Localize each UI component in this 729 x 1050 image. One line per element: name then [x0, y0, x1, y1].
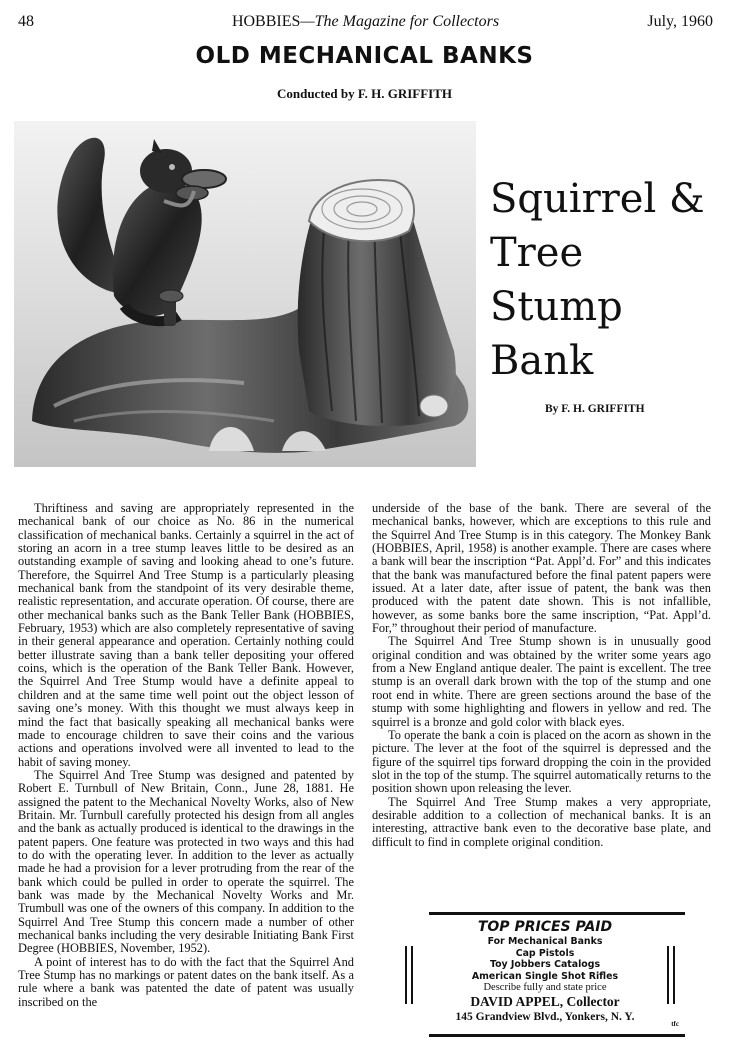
- paragraph: The Squirrel And Tree Stump shown is in unusually good original condition and was obtained by the writer some years ago from a New England antique dealer. The paint is excellent. The tree stump is an overall dark brown with the top of the stump and one root end in white. There are green sections around the base of the stump with some highlighting and flowers in yellow and red. The squirrel is a bronze and gold color with black eyes.: [372, 634, 711, 729]
- ad-line: Cap Pistols: [515, 947, 575, 959]
- article-title: [490, 172, 720, 388]
- ad-address: 145 Grandview Blvd., Yonkers, N. Y.: [455, 1010, 635, 1023]
- paragraph: The Squirrel And Tree Stump was designed and patented by Robert E. Turnbull of New Britain, Conn., June 28, 1881. He assigned the patent to the Mechanical Novelty Works, also of New Britain. Mr. Turnbull carefully protected his design from all angles and the bank as actually produced is identical to the drawings in the patent papers. One feature was protected in two ways and this had to do with the operating lever. In addition to the lever as actually made he had a provision for a lever protruding from the rear of the bank which could be pulled in order to operate the squirrel. The bank was made by the Mechanical Novelty Works and Mr. Trumbull was one of the owners of this company. In addition to the Squirrel And Tree Stump this concern made a number of other mechanical banks including the very desirable Initiating Bank First Degree (HOBBIES, November, 1952).: [18, 767, 354, 956]
- article-column-right: [372, 502, 711, 849]
- paragraph: The Squirrel And Tree Stump makes a very appropriate, desirable addition to a collection of mechanical banks. It is an interesting, attractive bank even to the decorative base plate, and difficult to find in complete original condition.: [372, 794, 711, 849]
- classified-advertisement: [405, 912, 679, 1037]
- ad-rule-top: [429, 912, 685, 915]
- title-line: Tree: [490, 230, 584, 276]
- issue-date: July, 1960: [647, 13, 713, 30]
- ad-headline: TOP PRICES PAID: [477, 919, 613, 935]
- ad-note: Describe fully and state price: [483, 982, 607, 993]
- ad-line: Toy Jobbers Catalogs: [489, 959, 601, 970]
- title-line: Bank: [490, 338, 594, 384]
- bank-photograph: [14, 121, 476, 467]
- paragraph-continued: underside of the base of the bank. There are several of the mechanical banks, however, which are exceptions to this rule and the Squirrel And Tree Stump is in this category. The Monkey Bank (HOBBIES, April, 1958) is another example. There are cases where a bank will bear the inscription “Pat. Appl’d. For” and this indicates that the bank was manufactured before the final patent papers were issued. At a later date, after issue of patent, the bank was then produced with the patent date shown. This is not infallible, however, as some banks bore the same inscription, “Pat. Appl’d. For,” throughout their period of manufacture.: [372, 501, 711, 636]
- title-line: Stump: [490, 284, 623, 330]
- ad-line: American Single Shot Rifles: [471, 970, 619, 982]
- article-byline: By F. H. GRIFFITH: [545, 403, 645, 415]
- department-byline: Conducted by F. H. GRIFFITH: [276, 86, 453, 101]
- running-header: [18, 13, 713, 33]
- magazine-title: [18, 13, 713, 31]
- article-column-left: [18, 502, 354, 1009]
- magazine-tagline: —The Magazine for Collectors: [300, 13, 500, 30]
- ad-advertiser-name: DAVID APPEL, Collector: [470, 993, 620, 1009]
- department-title: OLD MECHANICAL BANKS: [195, 43, 534, 69]
- ad-line: For Mechanical Banks: [487, 936, 603, 947]
- ad-rule-bottom: [429, 1034, 685, 1037]
- ad-content: [405, 919, 685, 1024]
- magazine-name: HOBBIES: [231, 13, 301, 30]
- paragraph: To operate the bank a coin is placed on the acorn as shown in the picture. The lever at the foot of the squirrel is depressed and the figure of the squirrel tips forward dropping the coin in the provided slot in the top of the stump. The squirrel automatically returns to the position shown upon releasing the lever.: [372, 727, 711, 796]
- paragraph: A point of interest has to do with the fact that the Squirrel And Tree Stump has no markings or patent dates on the bank itself. As a rule where a bank was patented the date of patent was usually inscribed on the: [18, 954, 354, 1009]
- paragraph: Thriftiness and saving are appropriately represented in the mechanical bank of our choice as No. 86 in the numerical classification of mechanical banks. Certainly a squirrel in the act of storing an acorn in a tree stump leaves little to be desired as an outstanding example of saving and looking ahead to one’s future. Therefore, the Squirrel And Tree Stump is a particularly pleasing mechanical bank from the standpoint of its very desirable theme, realistic representation, and accurate operation. Of course, there are other mechanical banks such as the Bank Teller Bank (HOBBIES, February, 1953) which are also completely representative of saving in their general appearance and operation. Certainly nothing could better illustrate saving than a bank teller depositing your offered coins, which is the operation of the Bank Teller Bank. However, the Squirrel And Tree Stump would have a definite appeal to children and at the same time well point out the object lesson of saving one’s money. With this thought we must always keep in mind the fact that basically speaking all mechanical banks were made to encourage children to save their coins and the various actions and operations involved were all invented to lead to the habit of saving money.: [18, 501, 354, 769]
- ad-code: tfc: [671, 1020, 679, 1028]
- title-line: Squirrel &: [490, 176, 705, 222]
- page-number: 48: [18, 13, 34, 30]
